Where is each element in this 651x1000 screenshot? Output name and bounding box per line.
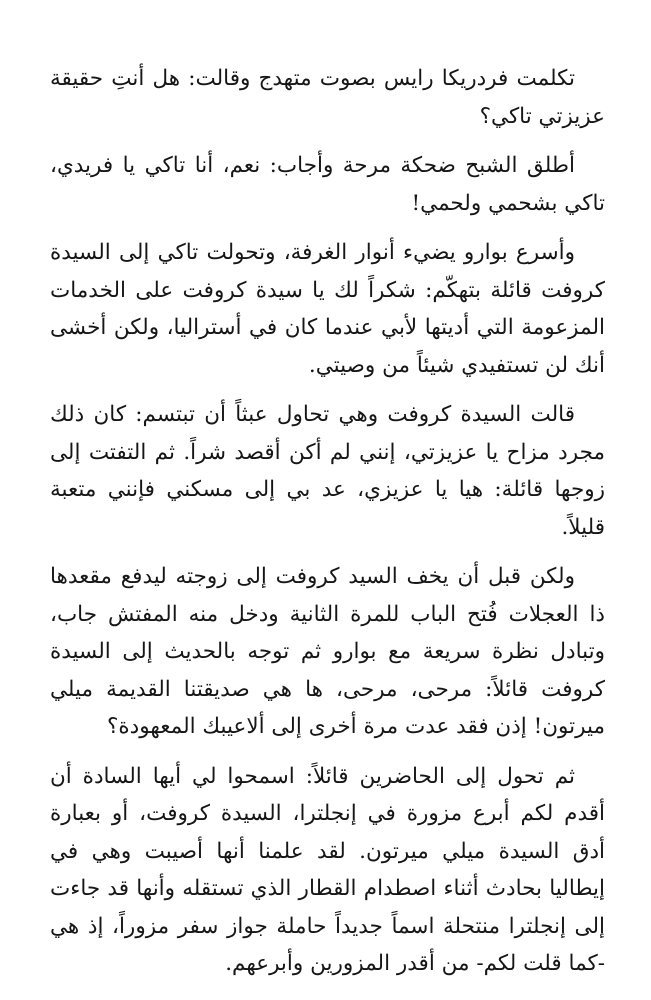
paragraph-6: ثم تحول إلى الحاضرين قائلاً: اسمحوا لي أيها السادة أن أقدم لكم أبرع مزورة في إنجلترا، السيدة كروفت، أو بعبارة أدق السيدة ميلي ميرتون. لقد علمنا أنها أصيبت وهي في إيطاليا بحادث أثناء اصطدام القطار الذي تستقله وأنها قد جاءت إلى إنجلترا منتحلة اسماً جديداً حاملة جواز سفر مزوراً، إذ هي -كما قلت لكم- من أقدر المزورين وأبرعهم.: [50, 763, 605, 976]
paragraph-4: قالت السيدة كروفت وهي تحاول عبثاً أن تبتسم: كان ذلك مجرد مزاح يا عزيزتي، إنني لم أكن أقصد شراً. ثم التفتت إلى زوجها قائلة: هيا يا عزيزي، عد بي إلى مسكني فإنني متعبة قليلاً.: [50, 402, 605, 540]
paragraph-1: تكلمت فردريكا رايس بصوت متهدج وقالت: هل أنتِ حقيقة عزيزتي تاكي؟: [50, 66, 605, 129]
paragraph-3: وأسرع بوارو يضيء أنوار الغرفة، وتحولت تاكي إلى السيدة كروفت قائلة بتهكّم: شكراً لك يا سيدة كروفت على الخدمات المزعومة التي أديتها لأبي عندما كان في أستراليا، ولكن أخشى أنك لن تستفيدي شيئاً من وصيتي.: [50, 240, 605, 378]
paragraph-2: أطلق الشبح ضحكة مرحة وأجاب: نعم، أنا تاكي يا فريدي، تاكي بشحمي ولحمي!: [50, 153, 605, 216]
paragraph-5: ولكن قبل أن يخف السيد كروفت إلى زوجته ليدفع مقعدها ذا العجلات فُتح الباب للمرة الثانية ودخل منه المفتش جاب، وتبادل نظرة سريعة مع بوارو ثم توجه بالحديث إلى السيدة كروفت قائلاً: مرحى، مرحى، ها هي صديقتنا القديمة ميلي ميرتون! إذن فقد عدت مرة أخرى إلى ألاعيبك المعهودة؟: [50, 564, 605, 739]
